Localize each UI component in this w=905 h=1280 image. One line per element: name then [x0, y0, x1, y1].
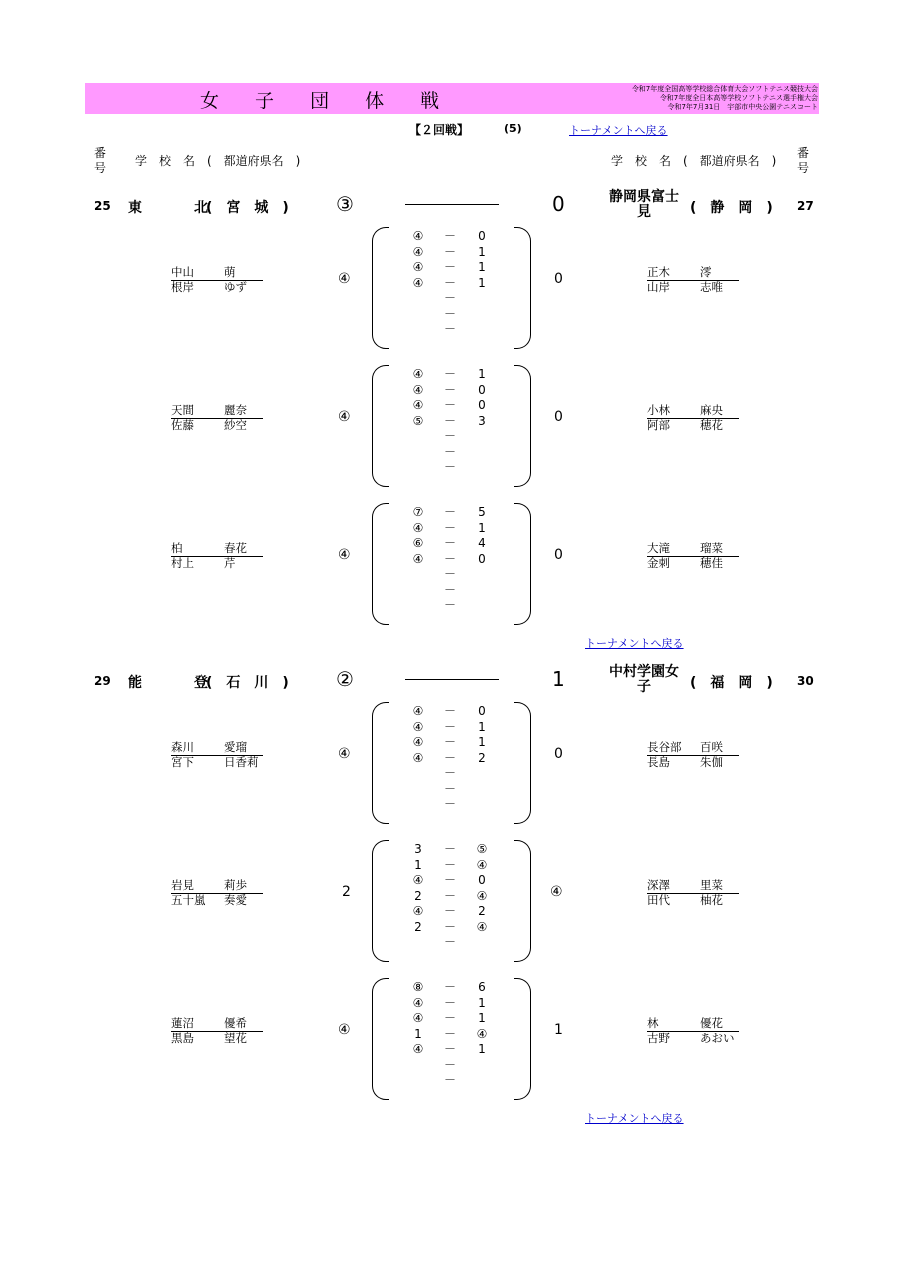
right-prefecture: ( 静 岡 ) [690, 200, 773, 216]
bracket-right [514, 702, 531, 824]
bracket-left [372, 978, 389, 1100]
game-row: ④ － 1 [412, 1042, 486, 1056]
right-school-name: 静岡県富士 見 [609, 189, 679, 220]
left-player: 根岸 ゆず [171, 280, 247, 294]
game-row: － [444, 582, 457, 597]
left-number-header: 番 号 [94, 146, 107, 175]
game-row: 3 － ⑤ [414, 842, 488, 856]
right-prefecture: ( 福 岡 ) [690, 675, 773, 691]
left-prefecture: ( 宮 城 ) [206, 200, 289, 216]
left-team-number: 25 [94, 199, 111, 213]
right-number-header: 番 号 [797, 146, 810, 175]
right-bout-score: 0 [554, 547, 563, 563]
game-row: ④ － 1 [412, 520, 486, 535]
game-row: － [444, 429, 457, 443]
bracket-right [514, 227, 531, 349]
game-row: ④ － 2 [412, 750, 486, 765]
right-bout-score: 0 [554, 409, 563, 425]
right-team-number: 27 [797, 199, 814, 213]
game-row: － [444, 1057, 457, 1072]
right-school-header: 学 校 名 ( 都道府県名 ) [611, 154, 777, 168]
right-player: 古野 あおい [647, 1031, 735, 1045]
bracket-right [514, 978, 531, 1100]
game-row: 2 － ④ [414, 888, 488, 903]
left-player: 柏 春花 [171, 541, 263, 557]
event-line-3: 令和7年7月31日 宇部市中央公園テニスコート [667, 103, 818, 111]
game-row: ⑥ － 4 [412, 536, 486, 550]
bracket-left [372, 227, 389, 349]
left-bout-score: ④ [338, 409, 351, 425]
left-bout-score: ④ [338, 271, 351, 287]
game-row: ④ － 0 [412, 551, 486, 566]
right-player: 阿部 穂花 [647, 418, 723, 432]
left-team-score: ③ [336, 192, 354, 216]
left-school-b: 北 [194, 200, 208, 216]
right-player: 大滝 瑠菜 [647, 541, 739, 557]
game-row: － [444, 781, 457, 796]
game-row: ④ － 0 [412, 398, 486, 412]
game-row: 2 － ④ [414, 919, 488, 934]
bracket-left [372, 365, 389, 487]
left-player: 中山 萌 [171, 265, 263, 281]
game-row: ④ － 1 [412, 735, 486, 749]
game-row: － [444, 567, 457, 581]
team-result-line [405, 679, 499, 680]
left-bout-score: ④ [338, 1022, 351, 1038]
right-player: 田代 柚花 [647, 893, 723, 907]
right-player: 長谷部 百咲 [647, 740, 739, 756]
right-team-score: 0 [552, 192, 565, 216]
left-school-header: 学 校 名 ( 都道府県名 ) [135, 154, 301, 168]
bracket-left [372, 840, 389, 962]
game-row: ④ － 1 [412, 367, 486, 381]
game-row: 1 － ④ [414, 1026, 488, 1041]
right-bout-score: ④ [550, 884, 563, 900]
game-row: － [444, 1073, 457, 1087]
left-player: 五十嵐 奏愛 [171, 893, 247, 907]
game-row: ④ － 1 [412, 719, 486, 734]
back-to-tournament-link[interactable]: トーナメントへ戻る [585, 637, 684, 650]
tournament-link[interactable]: トーナメントへ戻る [569, 124, 668, 137]
left-player: 村上 芹 [171, 556, 236, 570]
right-player: 正木 澪 [647, 265, 739, 281]
bracket-right [514, 840, 531, 962]
game-row: － [444, 306, 457, 321]
left-player: 佐藤 紗空 [171, 418, 247, 432]
left-player: 蓮沼 優希 [171, 1016, 263, 1032]
left-school-b: 登 [194, 675, 208, 691]
left-bout-score: ④ [338, 746, 351, 762]
game-row: － [444, 766, 457, 780]
game-row: ④ － 0 [412, 229, 486, 243]
game-row: ④ － 2 [412, 904, 486, 918]
game-row: ④ － 0 [412, 382, 486, 397]
event-line-1: 令和7年度全国高等学校総合体育大会ソフトテニス競技大会 [631, 85, 818, 93]
game-row: ④ － 1 [412, 1011, 486, 1025]
game-row: － [444, 935, 457, 949]
bracket-right [514, 503, 531, 625]
left-player: 森川 愛瑠 [171, 740, 263, 756]
event-line-2: 令和7年度全日本高等学校ソフトテニス選手権大会 [659, 94, 818, 102]
game-row: ⑦ － 5 [412, 505, 486, 519]
left-player: 岩見 莉歩 [171, 878, 263, 894]
left-team-score: ② [336, 667, 354, 691]
back-to-tournament-link[interactable]: トーナメントへ戻る [585, 1112, 684, 1125]
game-row: ⑤ － 3 [412, 413, 486, 428]
left-prefecture: ( 石 川 ) [206, 675, 289, 691]
page-title: 女 子 団 体 戦 [200, 90, 440, 112]
right-player: 長島 朱伽 [647, 755, 723, 769]
game-row: － [444, 322, 457, 336]
game-row: ④ － 0 [412, 873, 486, 887]
right-player: 小林 麻央 [647, 403, 739, 419]
left-bout-score: 2 [342, 884, 351, 900]
right-player: 金刺 穂佳 [647, 556, 723, 570]
event-info [632, 85, 818, 112]
left-school-a: 能 [128, 675, 142, 691]
game-row: ④ － 1 [412, 275, 486, 290]
right-player: 林 優花 [647, 1016, 739, 1032]
game-row: ⑧ － 6 [412, 980, 486, 994]
right-bout-score: 1 [554, 1022, 563, 1038]
game-row: － [444, 444, 457, 459]
game-row: 1 － ④ [414, 857, 488, 872]
game-row: ④ － 1 [412, 995, 486, 1010]
game-row: － [444, 598, 457, 612]
game-row: － [444, 797, 457, 811]
left-team-number: 29 [94, 674, 111, 688]
round-number: (5) [504, 122, 522, 135]
right-bout-score: 0 [554, 271, 563, 287]
game-row: ④ － 1 [412, 260, 486, 274]
right-player: 深澤 里菜 [647, 878, 739, 894]
game-row: ④ － 0 [412, 704, 486, 718]
right-team-score: 1 [552, 667, 565, 691]
bracket-right [514, 365, 531, 487]
game-row: ④ － 1 [412, 244, 486, 259]
right-player: 山岸 志唯 [647, 280, 723, 294]
right-bout-score: 0 [554, 746, 563, 762]
bracket-left [372, 503, 389, 625]
game-row: － [444, 291, 457, 305]
right-team-number: 30 [797, 674, 814, 688]
team-result-line [405, 204, 499, 205]
bracket-left [372, 702, 389, 824]
left-player: 天間 麗奈 [171, 403, 263, 419]
left-player: 宮下 日香莉 [171, 755, 259, 769]
left-school-a: 東 [128, 200, 142, 216]
round-label: 【２回戦】 [409, 123, 470, 137]
right-school-name: 中村学園女 子 [609, 664, 679, 695]
left-bout-score: ④ [338, 547, 351, 563]
game-row: － [444, 460, 457, 474]
left-player: 黒島 望花 [171, 1031, 247, 1045]
